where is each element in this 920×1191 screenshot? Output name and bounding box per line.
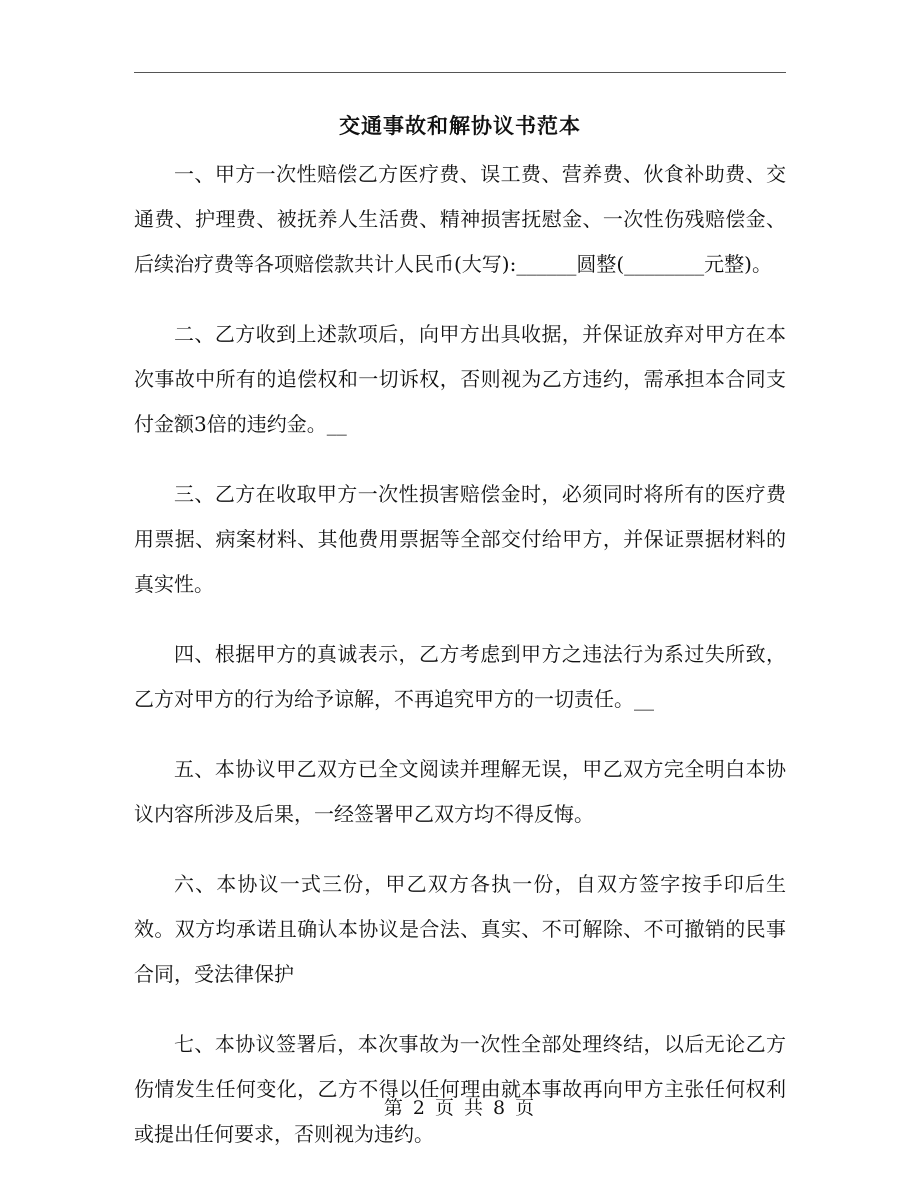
clause-1: 一、甲方一次性赔偿乙方医疗费、误工费、营养费、伙食补助费、交通费、护理费、被抚养人生活费、精神损害抚慰金、一次性伤残赔偿金、后续治疗费等各项赔偿款共计人民币(大写):______圆整(________元整)。 bbox=[134, 162, 786, 276]
header-rule bbox=[134, 72, 786, 73]
clause-6: 六、本协议一式三份，甲乙双方各执一份，自双方签字按手印后生效。双方均承诺且确认本协议是合法、真实、不可解除、不可撤销的民事合同，受法律保护 bbox=[134, 872, 786, 986]
clause-2: 二、乙方收到上述款项后，向甲方出具收据，并保证放弃对甲方在本次事故中所有的追偿权和一切诉权，否则视为乙方违约，需承担本合同支付金额3倍的违约金。__ bbox=[134, 322, 786, 436]
clause-3: 三、乙方在收取甲方一次性损害赔偿金时，必须同时将所有的医疗费用票据、病案材料、其他费用票据等全部交付给甲方，并保证票据材料的真实性。 bbox=[134, 482, 786, 596]
clause-7: 七、本协议签署后，本次事故为一次性全部处理终结，以后无论乙方伤情发生任何变化，乙方不得以任何理由就本事故再向甲方主张任何权利或提出任何要求，否则视为违约。 bbox=[134, 1032, 786, 1146]
page-number: 第 2 页 共 8 页 bbox=[383, 1097, 537, 1119]
document-body bbox=[134, 152, 786, 1182]
page-title: 交通事故和解协议书范本 bbox=[339, 113, 581, 138]
clause-5: 五、本协议甲乙双方已全文阅读并理解无误，甲乙双方完全明白本协议内容所涉及后果，一经签署甲乙双方均不得反悔。 bbox=[134, 757, 786, 826]
clause-4: 四、根据甲方的真诚表示，乙方考虑到甲方之违法行为系过失所致，乙方对甲方的行为给予谅解，不再追究甲方的一切责任。__ bbox=[134, 642, 786, 711]
